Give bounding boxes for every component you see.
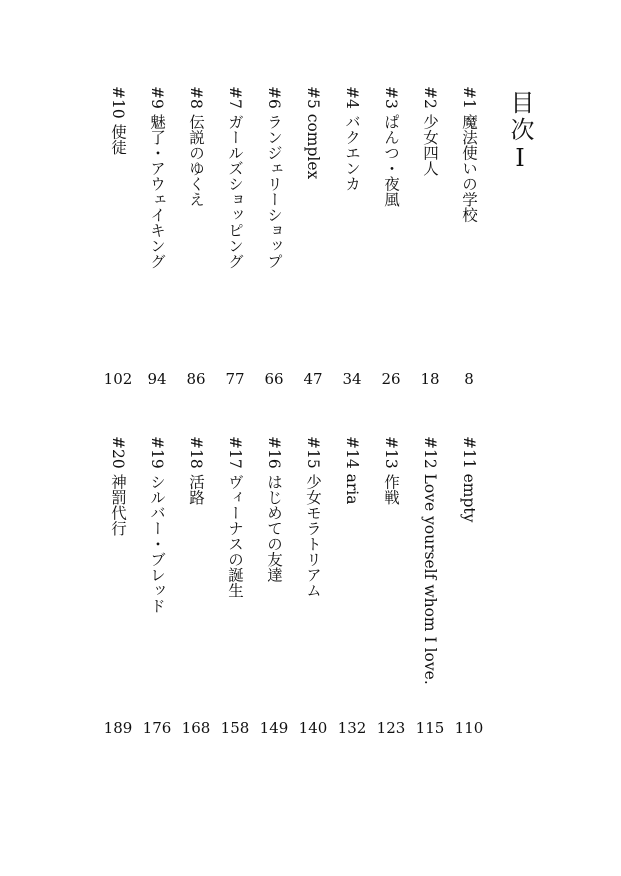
toc-entry-title: #16 はじめての友達 bbox=[265, 436, 283, 583]
toc-entry-page: 110 bbox=[454, 719, 484, 737]
toc-entry-title: #8 伝説のゆくえ bbox=[187, 86, 205, 207]
toc-entry-title: #6 ランジェリーショップ bbox=[265, 86, 283, 269]
toc-entry-title: #11 empty bbox=[460, 436, 478, 523]
toc-entry-page: 86 bbox=[186, 370, 206, 388]
toc-entry-title: #19 シルバー・ブレッド bbox=[148, 436, 166, 614]
toc-entry-page: 18 bbox=[420, 370, 440, 388]
toc-entry-page: 168 bbox=[181, 719, 211, 737]
toc-entry-title: #13 作戦 bbox=[382, 436, 400, 505]
toc-title: 目次Ⅰ bbox=[506, 90, 534, 175]
toc-entry-title: #15 少女モラトリアム bbox=[304, 436, 322, 598]
toc-entry-page: 47 bbox=[303, 370, 323, 388]
toc-entry-page: 158 bbox=[220, 719, 250, 737]
toc-entry-title: #14 aria bbox=[343, 436, 361, 505]
toc-entry-page: 66 bbox=[264, 370, 284, 388]
toc-entry-page: 132 bbox=[337, 719, 367, 737]
toc-entry-title: #1 魔法使いの学校 bbox=[460, 86, 478, 223]
toc-entry-page: 176 bbox=[142, 719, 172, 737]
toc-entry-page: 8 bbox=[464, 370, 474, 388]
toc-entry-title: #4 バクエンカ bbox=[343, 86, 361, 192]
toc-entry-page: 34 bbox=[342, 370, 362, 388]
toc-entry-title: #18 活路 bbox=[187, 436, 205, 505]
toc-entry-page: 77 bbox=[225, 370, 245, 388]
toc-entry-page: 115 bbox=[415, 719, 445, 737]
toc-entry-page: 102 bbox=[103, 370, 133, 388]
toc-entry-title: #2 少女四人 bbox=[421, 86, 439, 176]
toc-entry-title: #20 神罰代行 bbox=[109, 436, 127, 536]
toc-entry-title: #17 ヴィーナスの誕生 bbox=[226, 436, 244, 598]
toc-entry-title: #9 魅了・アウェイキング bbox=[148, 86, 166, 269]
toc-entry-title: #5 complex bbox=[304, 86, 322, 180]
toc-entry-page: 189 bbox=[103, 719, 133, 737]
toc-entry-page: 123 bbox=[376, 719, 406, 737]
toc-entry-title: #3 ぱんつ・夜風 bbox=[382, 86, 400, 207]
toc-entry-page: 140 bbox=[298, 719, 328, 737]
toc-entry-page: 94 bbox=[147, 370, 167, 388]
toc-entry-page: 26 bbox=[381, 370, 401, 388]
toc-entry-title: #12 Love yourself whom I love. bbox=[421, 436, 439, 685]
toc-entry-title: #10 使徒 bbox=[109, 86, 127, 155]
toc-entry-title: #7 ガールズショッピング bbox=[226, 86, 244, 269]
toc-entry-page: 149 bbox=[259, 719, 289, 737]
